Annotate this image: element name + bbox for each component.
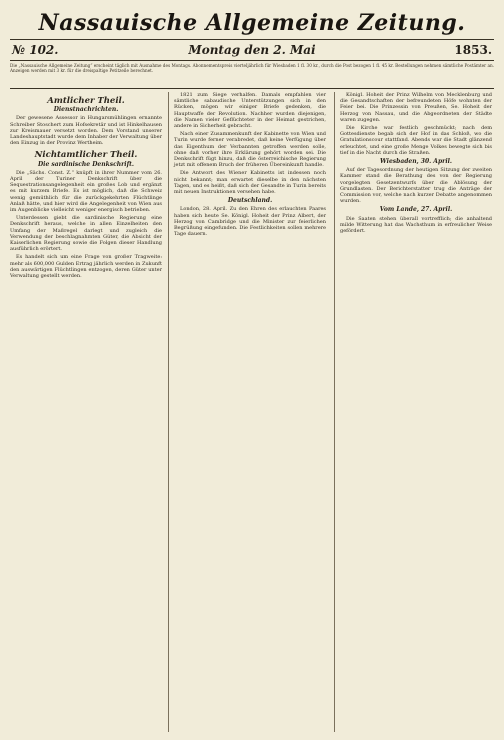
column-1 xyxy=(10,92,162,281)
issue-info-line xyxy=(10,43,494,59)
newspaper-page xyxy=(10,6,494,734)
notice-rule xyxy=(10,88,494,89)
masthead-rule xyxy=(10,39,494,40)
section-heading: Amtlicher Theil. xyxy=(47,96,125,106)
article-paragraph: Die Antwort des Wiener Kabinetts ist indessen noch nicht bekannt; man erwartet dieselbe in den nächsten Tagen, und es heißt, daß sich der Gesandte in Turin bereits mit neuen Instruktionen versehen habe. xyxy=(174,170,326,196)
section-subheading: Deutschland. xyxy=(227,197,273,205)
newspaper-masthead: Nassauische Allgemeine Zeitung. xyxy=(38,10,466,36)
subscription-notice: Die „Nassauische Allgemeine Zeitung“ erscheint täglich mit Ausnahme des Montags. Abonnementspreis vierteljährlich für Wiesbaden 1 fl. 30 kr., durch die Post bezogen 1 fl. 45 kr. Bestellungen nehmen sämtliche Postämter an. Anzeigen werden mit 3 kr. für die dreispaltige Petitzeile berechnet. xyxy=(10,63,494,73)
section-subheading: Die sardinische Denkschrift. xyxy=(37,160,135,168)
article-paragraph: Es handelt sich um eine Frage von großer Tragweite: mehr als 600,000 Gulden Ertrag jährlich werden in Zukunft den auswärtigen Flüchtlingen entzogen, deren Güter unter Verwaltung gestellt werden. xyxy=(10,254,162,280)
section-heading: Nichtamtlicher Theil. xyxy=(34,150,138,161)
section-subheading: Dienstnachrichten. xyxy=(53,106,119,114)
section-subheading: Vom Lande, 27. April. xyxy=(379,206,453,214)
info-rule xyxy=(10,60,494,61)
article-paragraph: Königl. Hoheit der Prinz Wilhelm von Mecklenburg und die Gesandtschaften der befreundeten Höfe wohnten der Feier bei. Die Prinzessin von Preußen, Se. Hoheit der Herzog von Nassau, und die Abgeordneten der Städte waren zugegen. xyxy=(340,92,492,123)
article-paragraph: London, 28. April. Zu den Ehren des erlauchten Paares haben sich heute Se. Königl. Hoheit der Prinz Albert, der Herzog von Cambridge und die Minister zur feierlichen Begrüßung eingefunden. Die Festlichkeiten sollen mehrere Tage dauern. xyxy=(174,206,326,238)
column-separator xyxy=(168,92,169,732)
issue-year: 1853. xyxy=(454,43,492,57)
article-paragraph: 1821 zum Siege verhalfen. Damals empfahlen vier sämtliche sabaudische Unterstützungen sich in den Rücken, mögen wir einiger Briefe gedenken, die Hauptwaffe der Revolution. Nachher wurden diejenigen, die Namen vieler Geflüchteter in der Heimat gestrichen, andere in Sicherheit gebracht. xyxy=(174,92,326,130)
article-paragraph: Der gewesene Assessor in Hungarsmühlingen ernannte Schreiber Stoschert zum Hofsekretär und ist Hinkelhausen zur Kreismauer versetzt worden. Dem Vorstand unserer Landeshauptstadt wurde dem Inhaber der Verwaltung über den Einzug in der Provinz Wertheim. xyxy=(10,115,162,147)
column-separator xyxy=(334,92,335,732)
column-2 xyxy=(174,92,326,239)
article-paragraph: Die Saaten stehen überall vortrefflich; die anhaltend milde Witterung hat das Wachsthum in erfreulicher Weise gefördert. xyxy=(340,215,492,235)
section-subheading: Wiesbaden, 30. April. xyxy=(380,158,452,166)
issue-date: Montag den 2. Mai xyxy=(188,43,316,57)
article-paragraph: Unterdessen giebt die sardinische Regierung eine Denkschrift heraus, welche in allen Einzelheiten den Umfang der Maßregel darlegt und zugleich die Verwendung der beschlagnahmten Güter, die Absicht der Kaiserlichen Regierung sowie die Folgen dieser Handlung ausführlich erörtert. xyxy=(10,215,162,253)
article-paragraph: Die Kirche war festlich geschmückt; nach dem Gottesdienste begab sich der Hof in das Schloß, wo die Gratulationscour stattfand. Abends war die Stadt glänzend erleuchtet, und eine große Menge Volkes bewegte sich bis tief in die Nacht durch die Straßen. xyxy=(340,125,492,156)
article-paragraph: Auf der Tagesordnung der heutigen Sitzung der zweiten Kammer stand die Berathung des von der Regierung vorgelegten Gesetzentwurfs über die Ablösung der Grundlasten. Der Berichterstatter trug die Anträge der Commission vor, welche nach kurzer Debatte angenommen wurden. xyxy=(340,167,492,205)
column-3 xyxy=(340,92,492,236)
article-paragraph: Nach einer Zusammenkunft der Kabinette von Wien und Turin wurde ferner verabredet, daß keine Verfügung über das Eigenthum der Verbannten getroffen werden solle, ohne daß vorher ihre Erklärung gehört worden sei. Die Denkschrift fügt hinzu, daß die österreichische Regierung jetzt mit offenem Bruch der früheren Übereinkunft handle. xyxy=(174,131,326,169)
issue-number: № 102. xyxy=(12,43,59,57)
article-paragraph: Die „Sächs. Const. Z.“ knüpft in ihrer Nummer vom 26. April der Turiner Denkschrift über die Sequestrationsangelegenheit ein großes Lob und ergänzt es mit kurzem Briefe. Es ist möglich, daß die Schweiz wenig gemüthlich für die zurückgekehrten Flüchtlinge Anlaß hätte, und hier wird die Angelegenheit von Wien aus im Augenblicke vielleicht weniger energisch betrieben. xyxy=(10,169,162,214)
